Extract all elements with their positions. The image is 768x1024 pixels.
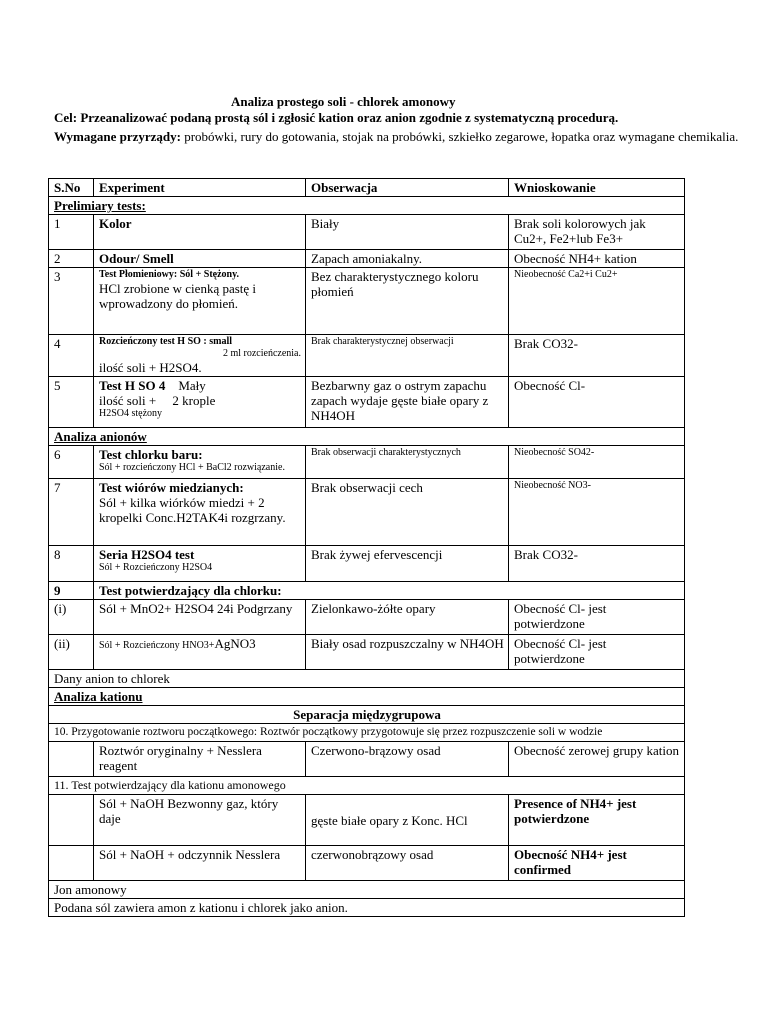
row-experiment: Roztwór oryginalny + Nesslera reagent xyxy=(94,742,306,777)
section-anion: Analiza anionów xyxy=(49,428,685,446)
experiment-title: Test chlorku baru: xyxy=(99,447,203,462)
row-observation: Czerwono-brązowy osad xyxy=(306,742,509,777)
table-row xyxy=(49,215,685,250)
requirements xyxy=(54,128,768,145)
row-inference: Brak CO32- xyxy=(509,546,685,582)
table-row xyxy=(49,881,685,899)
section-row xyxy=(49,197,685,215)
experiment-text: Sól + Rozcieńczony H2SO4 xyxy=(99,562,213,573)
table-row xyxy=(49,250,685,268)
row-inference: Obecność Cl- jest potwierdzone xyxy=(509,635,685,670)
row-experiment: Sól + NaOH + odczynnik Nesslera xyxy=(94,846,306,881)
header-experiment: Experiment xyxy=(94,179,306,197)
row-number: 3 xyxy=(49,268,94,335)
experiment-title: Seria H2SO4 test xyxy=(99,547,195,562)
table-row xyxy=(49,724,685,742)
header-sno: S.No xyxy=(49,179,94,197)
confirm-title: Test potwierdzający dla chlorku: xyxy=(94,582,685,600)
row-number: (ii) xyxy=(49,635,94,670)
row-number: 9 xyxy=(49,582,94,600)
row-number: (i) xyxy=(49,600,94,635)
section-preliminary: Prelimiary tests: xyxy=(49,197,685,215)
row-inference: Nieobecność Ca2+i Cu2+ xyxy=(509,268,685,335)
page-title: Analiza prostego soli - chlorek amonowy xyxy=(231,94,456,109)
preparation-text: 10. Przygotowanie roztworu początkowego: Roztwór początkowy przygotowuje się przez rozpuszczenie soli w wodzie xyxy=(49,724,685,742)
row-observation: Brak obserwacji cech xyxy=(306,479,509,546)
row-observation: Bez charakterystycznego koloru płomień xyxy=(306,268,509,335)
analysis-table xyxy=(48,178,685,917)
experiment-small: Sól + Rozcieńczony HNO3+ xyxy=(99,640,215,651)
aim-statement: Cel: Przeanalizować podaną prostą sól i zgłosić kation oraz anion zgodnie z systematyczną procedurą. xyxy=(54,110,619,125)
row-number: 2 xyxy=(49,250,94,268)
table-row xyxy=(49,742,685,777)
table-row xyxy=(49,377,685,428)
row-experiment: Sól + NaOH Bezwonny gaz, który daje xyxy=(94,795,306,846)
row-number xyxy=(49,795,94,846)
row-experiment xyxy=(94,377,306,428)
row-experiment xyxy=(94,635,306,670)
row-experiment xyxy=(94,446,306,479)
cation-result: Jon amonowy xyxy=(49,881,685,899)
row-observation: gęste białe opary z Konc. HCl xyxy=(306,795,509,846)
header-observation: Obserwacja xyxy=(306,179,509,197)
row-experiment: Odour/ Smell xyxy=(94,250,306,268)
final-conclusion: Podana sól zawiera amon z kationu i chlorek jako anion. xyxy=(49,899,685,917)
table-row xyxy=(49,446,685,479)
row-experiment xyxy=(94,268,306,335)
section-row xyxy=(49,706,685,724)
row-inference: Obecność NH4+ kation xyxy=(509,250,685,268)
section-row xyxy=(49,428,685,446)
table-row xyxy=(49,846,685,881)
row-inference: Obecność Cl- xyxy=(509,377,685,428)
row-observation: Biały xyxy=(306,215,509,250)
row-inference: Nieobecność NO3- xyxy=(509,479,685,546)
row-number: 6 xyxy=(49,446,94,479)
row-experiment: Kolor xyxy=(94,215,306,250)
table-row xyxy=(49,795,685,846)
table-row xyxy=(49,546,685,582)
row-number xyxy=(49,742,94,777)
row-number: 8 xyxy=(49,546,94,582)
experiment-text: AgNO3 xyxy=(214,636,256,651)
row-inference: Nieobecność SO42- xyxy=(509,446,685,479)
row-number xyxy=(49,846,94,881)
requirements-text: probówki, rury do gotowania, stojak na probówki, szkiełko zegarowe, łopatka oraz wymagane chemikalia. xyxy=(180,129,739,144)
table-row xyxy=(49,479,685,546)
experiment-note: 2 ml rozcieńczenia. xyxy=(222,348,301,359)
row-observation: czerwonobrązowy osad xyxy=(306,846,509,881)
anion-result: Dany anion to chlorek xyxy=(49,670,685,688)
row-experiment xyxy=(94,479,306,546)
confirm-ammonium-title: 11. Test potwierdzający dla kationu amonowego xyxy=(49,777,685,795)
row-observation: Zapach amoniakalny. xyxy=(306,250,509,268)
row-observation: Brak żywej efervescencji xyxy=(306,546,509,582)
row-experiment xyxy=(94,546,306,582)
experiment-text: HCl zrobione w cienką pastę i wprowadzony do płomień. xyxy=(99,281,257,311)
row-inference: Brak soli kolorowych jak Cu2+, Fe2+lub Fe3+ xyxy=(509,215,685,250)
row-observation: Brak obserwacji charakterystycznych xyxy=(306,446,509,479)
row-number: 7 xyxy=(49,479,94,546)
experiment-note: H2SO4 stężony xyxy=(99,408,163,419)
table-row xyxy=(49,335,685,377)
experiment-mid: Mały xyxy=(178,378,206,393)
experiment-title: Test wiórów miedzianych: xyxy=(99,480,244,495)
experiment-text: Sól + rozcieńczony HCl + BaCl2 rozwiązanie. xyxy=(99,462,285,473)
table-header-row xyxy=(49,179,685,197)
row-observation: Zielonkawo-żółte opary xyxy=(306,600,509,635)
row-experiment: Sól + MnO2+ H2SO4 24i Podgrzany xyxy=(94,600,306,635)
experiment-title: Test Płomieniowy: Sól + Stężony. xyxy=(99,269,240,280)
row-inference: Brak CO32- xyxy=(509,335,685,377)
row-inference: Obecność Cl- jest potwierdzone xyxy=(509,600,685,635)
section-row xyxy=(49,688,685,706)
row-number: 1 xyxy=(49,215,94,250)
row-inference: Obecność NH4+ jest confirmed xyxy=(509,846,685,881)
table-row xyxy=(49,582,685,600)
table-row xyxy=(49,899,685,917)
experiment-title: Rozcieńczony test H SO : small xyxy=(99,336,233,347)
separation-title: Separacja międzygrupowa xyxy=(49,706,685,724)
row-number: 4 xyxy=(49,335,94,377)
table-row xyxy=(49,635,685,670)
row-observation: Brak charakterystycznej obserwacji xyxy=(306,335,509,377)
table-row xyxy=(49,600,685,635)
requirements-label: Wymagane przyrządy: xyxy=(54,129,181,144)
header-inference: Wnioskowanie xyxy=(509,179,685,197)
row-inference: Obecność zerowej grupy kation xyxy=(509,742,685,777)
experiment-text: ilość soli + H2SO4. xyxy=(99,360,202,375)
section-cation: Analiza kationu xyxy=(49,688,685,706)
experiment-mid2: 2 krople xyxy=(172,393,216,408)
row-observation: Biały osad rozpuszczalny w NH4OH xyxy=(306,635,509,670)
table-row xyxy=(49,268,685,335)
table-row xyxy=(49,777,685,795)
experiment-title: Test H SO 4 xyxy=(99,378,166,393)
row-inference: Presence of NH4+ jest potwierdzone xyxy=(509,795,685,846)
experiment-text: ilość soli + xyxy=(99,393,157,408)
experiment-text: Sól + kilka wiórków miedzi + 2 kropelki Conc.H2TAK4i rozgrzany. xyxy=(99,495,286,525)
table-row xyxy=(49,670,685,688)
row-number: 5 xyxy=(49,377,94,428)
row-experiment xyxy=(94,335,306,377)
row-observation: Bezbarwny gaz o ostrym zapachu zapach wydaje gęste białe opary z NH4OH xyxy=(306,377,509,428)
